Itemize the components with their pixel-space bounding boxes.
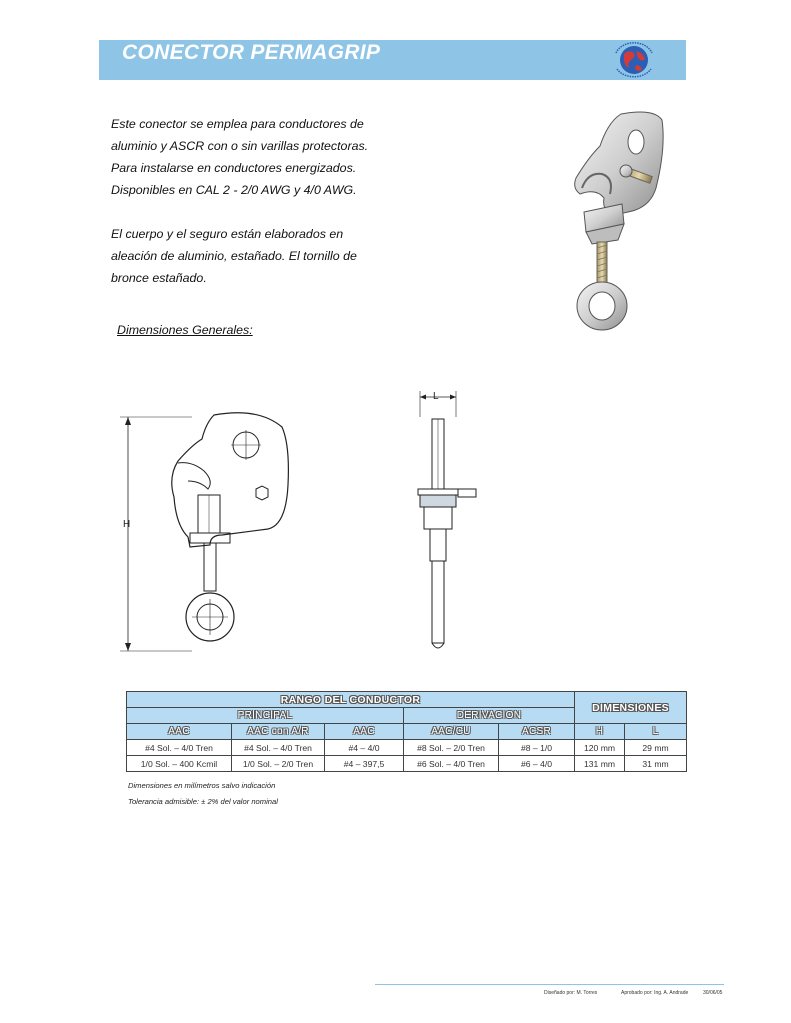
- description-line: Este conector se emplea para conductores de: [111, 117, 364, 131]
- dimensions-note: Dimensiones en milímetros salvo indicación: [128, 781, 276, 790]
- table-cell: #4 – 4/0: [325, 740, 404, 756]
- principal-header: PRINCIPAL: [127, 708, 404, 724]
- table-cell: #6 Sol. – 4/0 Tren: [404, 756, 499, 772]
- derivacion-header: DERIVACION: [404, 708, 575, 724]
- tolerance-note: Tolerancia admisible: ± 2% del valor nominal: [128, 797, 278, 806]
- column-header: AAC: [325, 724, 404, 740]
- dimensions-title: Dimensiones Generales:: [117, 323, 253, 337]
- table-cell: 120 mm: [575, 740, 625, 756]
- approved-by: Aprobado por: Ing. A. Andrade: [621, 990, 689, 996]
- column-header: H: [575, 724, 625, 740]
- table-cell: #8 Sol. – 2/0 Tren: [404, 740, 499, 756]
- technical-drawing: [118, 385, 488, 660]
- column-header: ACSR: [499, 724, 575, 740]
- table-cell: 1/0 Sol. – 400 Kcmil: [127, 756, 232, 772]
- conductor-range-header: RANGO DEL CONDUCTOR: [127, 692, 575, 708]
- table-cell: 131 mm: [575, 756, 625, 772]
- description-line: aluminio y ASCR con o sin varillas protectoras.: [111, 139, 369, 153]
- height-label: H: [123, 519, 131, 530]
- footer-divider: [375, 984, 724, 985]
- table-cell: #4 – 397,5: [325, 756, 404, 772]
- table-cell: #4 Sol. – 4/0 Tren: [232, 740, 325, 756]
- description-line: El cuerpo y el seguro están elaborados en: [111, 227, 344, 241]
- designed-by: Diseñado por: M. Torres: [544, 990, 598, 996]
- company-logo: [612, 41, 656, 79]
- table-cell: #6 – 4/0: [499, 756, 575, 772]
- table-cell: 31 mm: [625, 756, 687, 772]
- product-description: [111, 113, 431, 289]
- column-header: L: [625, 724, 687, 740]
- description-line: aleación de aluminio, estañado. El tornillo de: [111, 249, 357, 263]
- paragraph-gap: [111, 201, 431, 223]
- column-header: AAC con A/R: [232, 724, 325, 740]
- length-label: L: [433, 391, 439, 402]
- table-cell: 29 mm: [625, 740, 687, 756]
- description-line: bronce estañado.: [111, 271, 207, 285]
- header-bar: [99, 40, 686, 80]
- table-cell: 1/0 Sol. – 2/0 Tren: [232, 756, 325, 772]
- dimensions-header: DIMENSIONES: [575, 692, 687, 724]
- description-line: Para instalarse en conductores energizados.: [111, 161, 357, 175]
- table-row: [127, 740, 687, 756]
- footer-date: 30/06/05: [703, 990, 723, 996]
- column-header: AAC: [127, 724, 232, 740]
- column-header: AAC/CU: [404, 724, 499, 740]
- conductor-range-table: [126, 691, 687, 772]
- table-cell: #4 Sol. – 4/0 Tren: [127, 740, 232, 756]
- connector-photo: [566, 108, 674, 334]
- page-title: CONECTOR PERMAGRIP: [122, 41, 381, 64]
- table-row: [127, 756, 687, 772]
- description-line: Disponibles en CAL 2 - 2/0 AWG y 4/0 AWG.: [111, 183, 357, 197]
- table-cell: #8 – 1/0: [499, 740, 575, 756]
